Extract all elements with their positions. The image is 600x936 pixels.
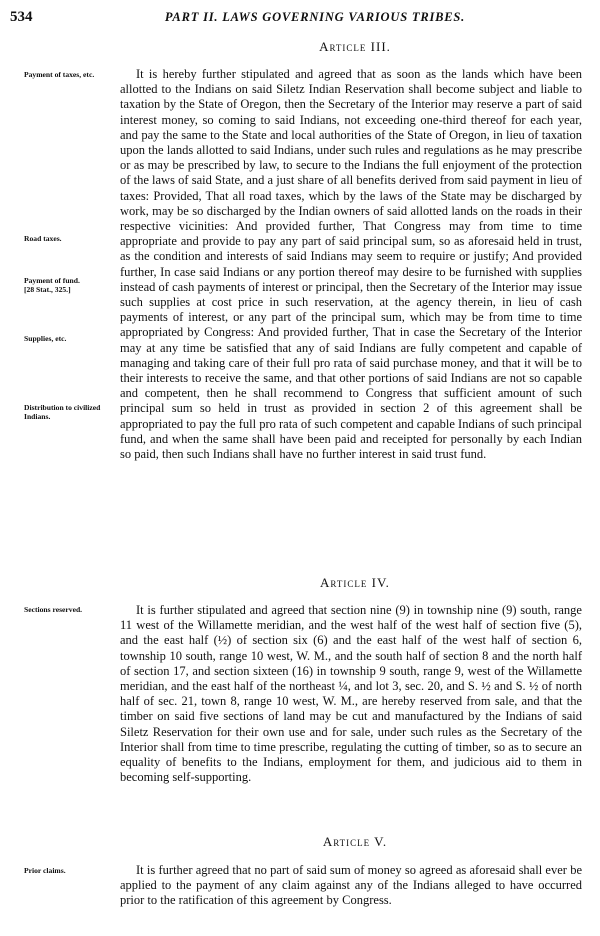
margin-note-payment-of-fund-citation: [28 Stat., 325.]: [24, 285, 71, 294]
running-head: PART II. LAWS GOVERNING VARIOUS TRIBES.: [164, 10, 466, 24]
margin-note-supplies: Supplies, etc.: [24, 334, 67, 343]
margin-note-payment-of-fund: [24, 276, 120, 294]
article-5-body: [120, 863, 582, 909]
margin-note-payment-of-fund-label: Payment of fund.: [24, 276, 80, 285]
margin-note-prior-claims: Prior claims.: [24, 866, 66, 875]
article-5-text: It is further agreed that no part of said sum of money so agreed as aforesaid shall ever be applied to the payment of any claim against any of the Indians alleged to have occurred prior to the ratification of this agreement by Congress.: [120, 863, 582, 908]
margin-note-payment-of-taxes: Payment of taxes, etc.: [24, 70, 95, 79]
article-3-text: It is hereby further stipulated and agreed that as soon as the lands which have been allotted to the Indians on said Siletz Indian Reservation shall become subject and liable to taxation by the State of Oregon, then the Secretary of the Interior may reserve a part of said interest money, so coming to said Indians, not exceeding one-third thereof for each year, and pay the same to the State and local authorities of the State of Oregon, in lieu of taxation upon the lands allotted to said Indians, under such rules and regulations as he may prescribe or as may be prescribed by law, to secure to the Indians the full enjoyment of the protection of the laws of said State, and a just share of all benefits derived from said payment in lieu of taxes: Provided, That all road taxes, which by the laws of the State may be discharged by work, may be so discharged by the Indian owners of said allotted lands on the roads in their respective vicinities: And provided further, That Congress may from time to time appropriate and provide to pay any part of said principal sum, so as aforesaid held in trust, as the condition and interests of said Indians may seem to require or justify; And provided further, In case said Indians or any portion thereof may desire to be furnished with supplies instead of cash payments of interest or principal, then the Secretary of the Interior may issue such supplies at cost price in such reservation, at the agency therein, in lieu of cash payments of interest, or any part of the principal sum, which may be from time to time appropriated by Congress: And provided further, That in case the Secretary of the Interior may at any time be satisfied that any of said Indians are fully competent and capable of managing and taking care of their full pro rata of said purchase money, and that it will be to their interests to receive the same, and that other portions of said Indians are not so capable and competent, then he shall recommend to Congress that sufficient amount of such principal sum so held in trust as provided in section 2 of this agreement shall be appropriated to pay the full pro rata of such competent and capable Indians of such principal fund, and when the same shall have been paid and receipted for personally by each Indian so paid, then such Indians shall have no further interest in said trust fund.: [120, 67, 582, 462]
article-3-body: [120, 67, 582, 462]
page-header: [10, 9, 590, 29]
article-4-body: [120, 603, 582, 785]
article-4-heading: Article IV.: [320, 575, 390, 590]
margin-note-distribution: Distribution to civilized Indians.: [24, 403, 101, 421]
article-3-heading: Article III.: [319, 39, 391, 54]
margin-note-sections-reserved: Sections reserved.: [24, 605, 83, 614]
article-5-heading: Article V.: [322, 834, 388, 849]
margin-note-road-taxes: Road taxes.: [24, 234, 62, 243]
article-4-text: It is further stipulated and agreed that section nine (9) in township nine (9) south, range 11 west of the Willamette meridian, and the west half of the west half of section five (5), and the east half (½) of section six (6) and the east half of the west half of section 6, township 10 south, range 10 west, W. M., and the south half of section 8 and the north half of section 17, and section sixteen (16) in township 9 south, range 9, west of the Willamette meridian, and the east half of the northeast ¼, and lot 3, sec. 20, and S. ½ and S. ½ of north half of sec. 21, town 8, range 10 west, W. M., are hereby reserved from sale, and that the timber on said five sections of land may be cut and manufactured by the Indians of said Siletz Reservation for their own use and for sale, under such rules as the Secretary of the Interior shall from time to time prescribe, regulating the cutting of timber, so as to secure an equality of benefits to the Indians, employment for them, and judicious aid to them in becoming self-supporting.: [120, 603, 582, 785]
page-number: 534: [10, 9, 33, 25]
